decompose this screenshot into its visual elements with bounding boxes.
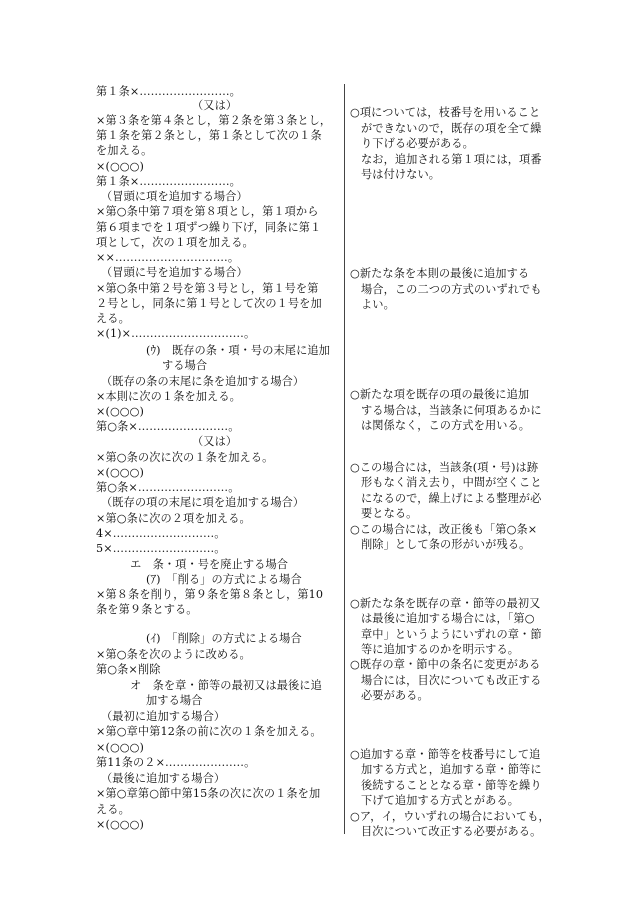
left-line: ×(○○○) [96,160,144,173]
note-line: する場合は，当該条に何項あるかに [361,404,542,417]
left-line: 第11条の２×…………………。 [96,756,256,769]
note-line: 下げて追加する方式とがある。 [361,794,520,807]
note-line: 等に追加するのかを明示する。 [361,643,520,656]
note-line: 後続することとなる章・節等を繰り [361,779,542,792]
left-line: （又は） [192,435,238,448]
left-line: （最初に追加する場合） [101,710,226,723]
left-line: ×第○条の次に次の１条を加える。 [96,451,274,464]
left-line: 第○条×……………………。 [96,420,240,433]
left-line: （又は） [192,99,238,112]
left-line: ×本則に次の１条を加える。 [96,390,241,403]
left-line: を加える。 [96,144,153,157]
note-line: ○新たな条を本則の最後に追加する [350,267,530,280]
note-line: ○この場合には，当該条(項・号)は跡 [350,461,539,474]
note-line: は最後に追加する場合には，「第○ [361,612,535,625]
note-line: ○項については，枝番号を用いること [350,106,541,119]
note-line: 目次について改正する必要がある。 [361,825,542,838]
left-line: (ｱ) 「削る」の方式による場合 [146,573,302,586]
note-line: 要となる。 [361,507,418,520]
left-line: する場合 [162,359,208,372]
left-line: 第１条×……………………。 [96,175,241,188]
left-line: 第○条×削除 [96,663,161,676]
left-line: ×第○章中第12条の前に次の１条を加える。 [96,725,322,738]
note-line: よい。 [361,298,395,311]
note-line: なお，追加される第１項には，項番 [361,153,542,166]
note-line: 場合には，目次についても改正する [361,674,542,687]
left-line: える。 [96,312,130,325]
left-line: 第６項までを１項ずつ繰り下げ，同条に第１ [96,221,322,234]
note-line: になるので，繰上げによる整理が必 [361,492,542,505]
left-line: ×第○条中第２号を第３号とし，第１号を第 [96,282,319,295]
note-line: ○新たな項を既存の項の最後に追加 [350,388,530,401]
left-line: （最後に追加する場合） [101,772,226,785]
left-line: 4×………………………。 [96,527,226,540]
left-line: 項として，次の１項を加える。 [96,236,254,249]
note-line: 章中」というようにいずれの章・節 [361,628,542,641]
note-line: 削除」として条の形がいが残る。 [361,538,531,551]
note-line: 形もなく消え去り，中間が空くこと [361,476,542,489]
left-line: ×第○章第○節中第15条の次に次の１条を加 [96,787,321,800]
left-line: ×第○条中第７項を第８項とし，第１項から [96,205,319,218]
left-line: (ｳ) 既存の条・項・号の末尾に追加 [146,344,330,357]
left-line: ×(○○○) [96,818,144,831]
note-line: 加する方式と，追加する章・節等に [361,763,542,776]
left-line: （冒頭に項を追加する場合） [101,190,248,203]
left-line: ×(○○○) [96,405,144,418]
left-line: ×第３条を第４条とし，第２条を第３条とし， [96,114,332,127]
column-divider [344,84,345,834]
note-line: 号は付けない。 [361,168,441,181]
left-line: 5×………………………。 [96,542,226,555]
left-line: ×第○条を次のように改める。 [96,648,251,661]
note-line: 場合，この二つの方式のいずれでも [361,283,542,296]
left-line: ２号とし，同条に第１号として次の１号を加 [96,297,322,310]
note-line: ○この場合には，改正後も「第○条× [350,523,538,536]
left-line: える。 [96,803,130,816]
left-line: 第１条×……………………。 [96,85,241,98]
left-line: (ｲ) 「削除」の方式による場合 [146,632,302,645]
note-line: ○追加する章・節等を枝番号にして追 [350,748,541,761]
left-line: オ 条を章・節等の最初又は最後に追 [130,679,322,692]
left-line: ××…………………………。 [96,251,240,264]
note-line: は関係なく，この方式を用いる。 [361,419,531,432]
left-line: エ 条・項・号を廃止する場合 [130,558,289,571]
note-line: り下げる必要がある。 [361,137,474,150]
left-line: （冒頭に号を追加する場合） [101,266,248,279]
left-line: 条を第９条とする。 [96,603,198,616]
note-line: ○既存の章・節中の条名に変更がある [350,658,541,671]
left-line: ×第８条を削り，第９条を第８条とし，第10 [96,588,324,601]
left-line: ×第○条に次の２項を加える。 [96,512,251,525]
left-line: （既存の条の末尾に条を追加する場合） [101,375,305,388]
left-line: ×(○○○) [96,466,144,479]
left-line: （既存の項の末尾に項を追加する場合） [101,496,305,509]
left-line: ×(1)×…………………………。 [96,327,256,340]
note-line: 必要がある。 [361,689,429,702]
left-line: 第○条×……………………。 [96,481,240,494]
note-line: ○ア，イ，ウいずれの場合においても， [350,810,550,823]
left-line: 加する場合 [146,694,203,707]
left-line: ×(○○○) [96,741,144,754]
note-line: ○新たな条を既存の章・節等の最初又 [350,597,541,610]
note-line: ができないので，既存の項を全て繰 [361,122,542,135]
left-line: 第１条を第２条とし，第１条として次の１条 [96,129,322,142]
